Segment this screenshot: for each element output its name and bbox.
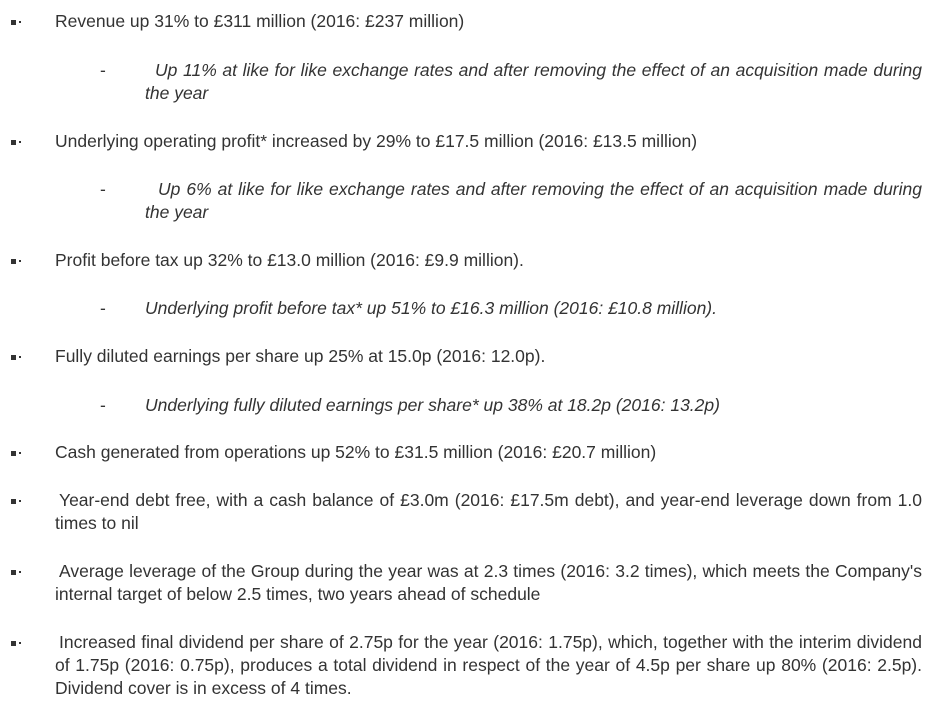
highlight-subtext: Up 11% at like for like exchange rates and after removing the effect of an acquisition made during the year xyxy=(145,60,922,103)
bullet-icon xyxy=(11,249,25,269)
bullet-icon xyxy=(11,560,25,580)
dash-icon: - xyxy=(100,395,106,415)
highlight-subtext: Underlying profit before tax* up 51% to £16.3 million (2016: £10.8 million). xyxy=(145,298,717,318)
dash-icon: - xyxy=(100,298,106,318)
bullet-icon xyxy=(11,345,25,365)
dash-icon: - xyxy=(100,60,106,80)
highlight-text: Revenue up 31% to £311 million (2016: £237 million) xyxy=(55,11,465,31)
bullet-icon xyxy=(11,130,25,150)
highlight-subtext: Underlying fully diluted earnings per share* up 38% at 18.2p (2016: 13.2p) xyxy=(145,395,720,415)
bullet-icon xyxy=(11,631,25,651)
highlight-text: Average leverage of the Group during the year was at 2.3 times (2016: 3.2 times), which meets the Company's internal target of below 2.5 times, two years ahead of schedule xyxy=(55,561,922,604)
highlight-text: Profit before tax up 32% to £13.0 million (2016: £9.9 million). xyxy=(55,250,524,270)
highlight-text: Fully diluted earnings per share up 25% at 15.0p (2016: 12.0p). xyxy=(55,346,546,366)
highlight-text: Increased final dividend per share of 2.75p for the year (2016: 1.75p), which, together with the interim dividend of 1.75p (2016: 0.75p), produces a total dividend in respect of the year of 4.5p per share up 80% (2016: 2.5p). Dividend cover is in excess of 4 times. xyxy=(55,632,922,698)
bullet-icon xyxy=(11,441,25,461)
bullet-icon xyxy=(11,10,25,30)
bullet-icon xyxy=(11,489,25,509)
highlight-text: Underlying operating profit* increased by 29% to £17.5 million (2016: £13.5 million) xyxy=(55,131,698,151)
highlight-text: Cash generated from operations up 52% to £31.5 million (2016: £20.7 million) xyxy=(55,442,657,462)
highlight-text: Year-end debt free, with a cash balance of £3.0m (2016: £17.5m debt), and year-end leverage down from 1.0 times to nil xyxy=(55,490,922,533)
dash-icon: - xyxy=(100,179,106,199)
highlight-subtext: Up 6% at like for like exchange rates and after removing the effect of an acquisition made during the year xyxy=(145,179,922,222)
